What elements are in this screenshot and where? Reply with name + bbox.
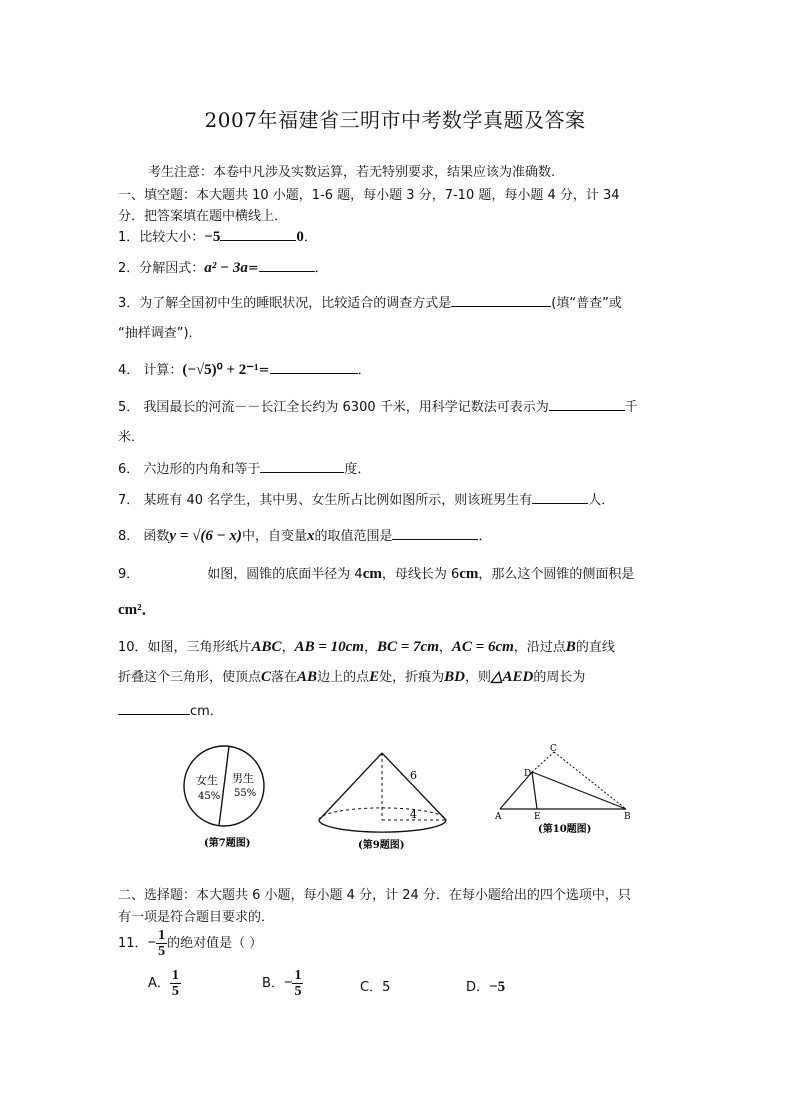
pie-value-boys: 55% [234,788,257,799]
notice: 考生注意：本卷中凡涉及实数运算，若无特别要求，结果应该为准确数. [148,165,556,180]
question-10-line1: 10．如图，三角形纸片ABC，AB = 10cm，BC = 7cm，AC = 6cm，沿过点B的直线 [118,639,615,655]
answer-blank [532,490,588,504]
question-7: 7． 某班有 40 名学生，其中男、女生所占比例如图所示，则该班男生有 人． [118,489,614,508]
cone-radius-label: 4 [410,808,417,821]
answer-blank [260,459,344,473]
question-3-line2: “抽样调查”)． [118,326,202,341]
fraction: $\frac{1}{5}$ [158,928,166,959]
option-C: C．5 [360,980,391,995]
segment-DB [532,772,626,809]
figure-10-caption: (第10题图) [538,824,592,835]
segment-CB [554,752,626,809]
answer-blank [392,526,478,540]
answer-blank [118,701,190,715]
question-2: 2．分解因式：a² − 3a= ． [118,260,328,276]
option-B: B．− $\frac{1}{5}$ [262,968,302,999]
segment-DC [532,752,554,772]
section2-line2: 有一项是符合题目要求的． [118,910,275,925]
segment-DE [532,772,537,809]
question-6: 6． 六边形的内角和等于 度． [118,458,370,477]
answer-blank [549,397,625,411]
point-D-label: D [524,769,532,779]
figure-7-pie [178,740,278,855]
point-C-label: C [550,744,557,754]
figure-9-caption: (第9题图) [358,840,405,851]
answer-blank [220,227,296,241]
point-A-label: A [495,812,502,822]
section2-line1: 二、选择题：本大题共 6 小题，每小题 4 分，计 24 分．在每小题给出的四个选项中，只 [118,888,631,903]
question-9-line1: 9． 如图，圆锥的底面半径为 4cm，母线长为 6cm，那么这个圆锥的侧面积是 [118,566,635,582]
fraction: $\frac{1}{5}$ [171,968,179,999]
answer-blank [270,360,358,374]
figure-10-triangle [492,742,637,840]
question-3-line1: 3．为了解全国初中生的睡眠状况，比较适合的调查方式是 (填“普查”或 [118,292,622,311]
pie-label-boys: 男生 [232,772,254,785]
option-D: D．−5 [466,979,506,995]
pie-label-girls: 女生 [196,774,218,787]
cone-left-edge [319,753,382,820]
question-8: 8． 函数y = √(6 − x)中，自变量x的取值范围是 ． [118,528,492,544]
question-10-line3: cm． [118,700,223,719]
point-B-label: B [624,812,631,822]
section1-line1: 一、填空题：本大题共 10 小题，1-6 题，每小题 3 分，7-10 题，每小题 4 分，计 34 [118,188,620,203]
question-4: 4． 计算：(−√5)⁰ + 2⁻¹= ． [118,362,371,378]
question-11: 11．− $\frac{1}{5}$ 的绝对值是（ ） [118,928,263,959]
question-10-line2: 折叠这个三角形，使顶点C落在AB边上的点E处，折痕为BD，则△AED的周长为 [118,669,586,685]
answer-blank [259,258,315,272]
point-E-label: E [534,812,541,822]
figure-7-caption: (第7题图) [204,838,251,849]
pie-value-girls: 45% [198,791,221,802]
cone-slant-label: 6 [410,769,417,782]
question-5-line1: 5． 我国最长的河流－－长江全长约为 6300 千米，用科学记数法可表示为 千 [118,396,638,415]
section1-line2: 分．把答案填在题中横线上． [118,209,288,224]
question-5-line2: 米． [118,430,145,445]
question-9-line2: cm²． [118,602,157,618]
option-A: A． $\frac{1}{5}$ [148,968,179,999]
answer-blank [451,293,551,307]
figure-9-cone [315,748,455,858]
pie-divider [219,746,229,825]
cone-base-front [319,820,446,832]
page-title: 2007年福建省三明市中考数学真题及答案 [204,108,586,132]
question-1: 1．比较大小：−5 0． [118,229,317,245]
fraction: $\frac{1}{5}$ [294,968,302,999]
